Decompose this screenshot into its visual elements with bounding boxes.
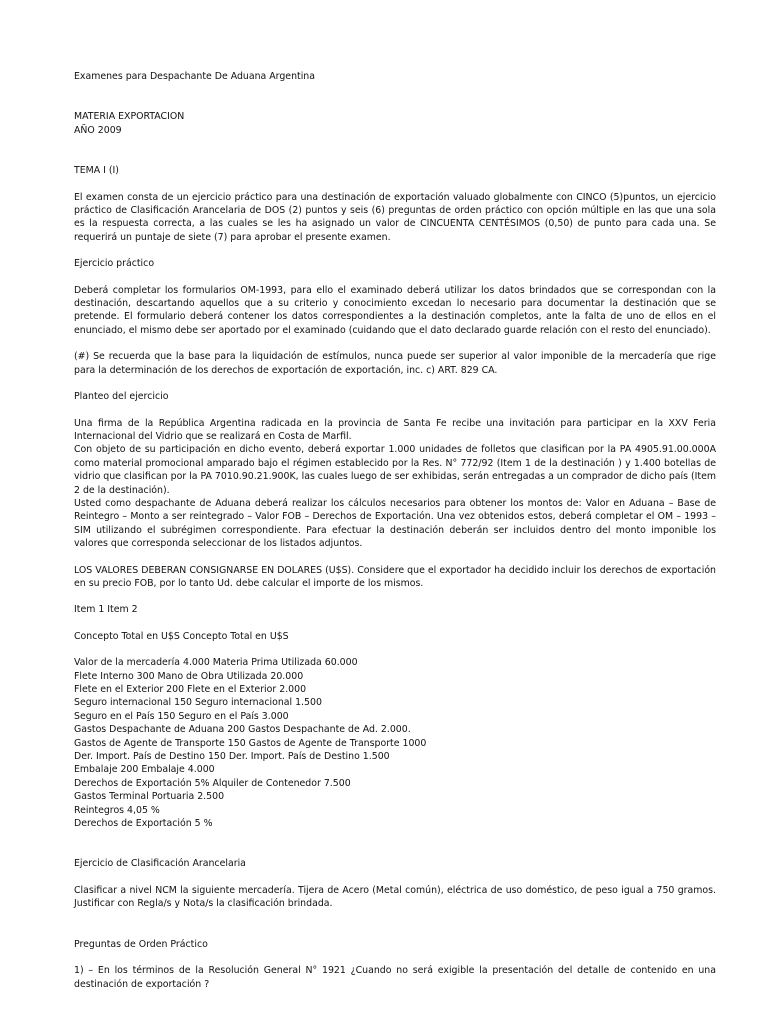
list-item: Derechos de Exportación 5 % — [74, 818, 213, 830]
practical-exercise-paragraph: Deberá completar los formularios OM-1993, para ello el examinado deberá utilizar los datos brindados que se correspondan con la destinación, descartando aquellos que a su criterio y conocimiento excedan lo necesario para documentar la destinación que se pretende. El formulario deberá contener los datos correspondientes a la destinación completos, ante la falta de uno de ellos en el enunciado, el mismo debe ser aportado por el examinado (cuidando que el dato declarado guarde relación con el resto del enunciado). — [74, 284, 716, 336]
list-item: Gastos Despachante de Aduana 200 Gastos Despachante de Ad. 2.000. — [74, 724, 411, 736]
practical-exercise-heading: Ejercicio práctico — [74, 258, 155, 270]
list-item: Flete Interno 300 Mano de Obra Utilizada 20.000 — [74, 670, 304, 682]
subject-line: MATERIA EXPORTACION — [74, 111, 185, 123]
items-header: Item 1 Item 2 — [74, 604, 138, 616]
list-item: Gastos de Agente de Transporte 150 Gastos de Agente de Transporte 1000 — [74, 737, 427, 749]
document-title: Examenes para Despachante De Aduana Argentina — [74, 71, 315, 82]
concept-list — [74, 656, 716, 830]
list-item: Der. Import. País de Destino 150 Der. Import. País de Destino 1.500 — [74, 751, 390, 763]
list-item: Derechos de Exportación 5% Alquiler de Contenedor 7.500 — [74, 777, 351, 789]
list-item: Embalaje 200 Embalaje 4.000 — [74, 764, 215, 776]
statement-paragraph-3: Usted como despachante de Aduana deberá realizar los cálculos necesarios para obtener los montos de: Valor en Aduana – Base de Reintegro – Monto a ser reintegrado – Valor FOB – Derechos de Exportación. Una vez obtenidos estos, deberá completar el OM – 1993 – SIM utilizando el subrégimen correspondiente. Para efectuar la destinación deberán ser incluidos dentro del monto imponible los valores que corresponda seleccionar de los listados adjuntos. — [74, 497, 716, 550]
list-item: Reintegros 4,05 % — [74, 804, 160, 816]
year-line: AÑO 2009 — [74, 124, 122, 136]
intro-paragraph: El examen consta de un ejercicio práctico para una destinación de exportación valuado globalmente con CINCO (5)puntos, un ejercicio práctico de Clasificación Arancelaria de DOS (2) puntos y seis (6) preguntas de orden práctico con opción múltiple en las que una sola es la respuesta correcta, a las cuales se les ha asignado un valor de CINCUENTA CENTÉSIMOS (0,50) de punto para cada una. Se requerirá un puntaje de siete (7) para aprobar el presente examen. — [74, 191, 716, 243]
list-item: Seguro en el País 150 Seguro en el País 3.000 — [74, 710, 289, 722]
questions-heading: Preguntas de Orden Práctico — [74, 938, 208, 950]
values-paragraph: LOS VALORES DEBERAN CONSIGNARSE EN DOLARES (U$S). Considere que el exportador ha decidido incluir los derechos de exportación en su precio FOB, por lo tanto Ud. debe calcular el importe de los mismos. — [74, 564, 716, 589]
classification-paragraph: Clasificar a nivel NCM la siguiente mercadería. Tijera de Acero (Metal común), eléctrica de uso doméstico, de peso igual a 750 gramos. Justificar con Regla/s y Nota/s la clasificación brindada. — [74, 884, 716, 910]
exercise-statement-heading: Planteo del ejercicio — [74, 391, 169, 403]
concept-header: Concepto Total en U$S Concepto Total en U$S — [74, 630, 289, 642]
note-paragraph: (#) Se recuerda que la base para la liquidación de estímulos, nunca puede ser superior al valor imponible de la mercadería que rige para la determinación de los derechos de exportación de exportación, inc. c) ART. 829 CA. — [74, 351, 716, 376]
list-item: Valor de la mercadería 4.000 Materia Prima Utilizada 60.000 — [74, 657, 358, 669]
classification-heading: Ejercicio de Clasificación Arancelaria — [74, 858, 246, 870]
topic-line: TEMA I (I) — [74, 165, 119, 177]
statement-paragraph-2: Con objeto de su participación en dicho evento, deberá exportar 1.000 unidades de folletos que clasifican por la PA 4905.91.00.000A como material promocional amparado bajo el régimen establecido por la Res. N° 772/92 (Item 1 de la destinación ) y 1.400 botellas de vidrio que clasifican por la PA 7010.90.21.900K, las cuales luego de ser exhibidas, serán entregadas a un comprador de dicho país (Item 2 de la destinación). — [74, 444, 716, 496]
question-1: 1) – En los términos de la Resolución General N° 1921 ¿Cuando no será exigible la presentación del detalle de contenido en una destinación de exportación ? — [74, 965, 716, 990]
list-item: Flete en el Exterior 200 Flete en el Exterior 2.000 — [74, 684, 307, 695]
list-item: Seguro internacional 150 Seguro internacional 1.500 — [74, 697, 322, 709]
list-item: Gastos Terminal Portuaria 2.500 — [74, 791, 225, 803]
statement-paragraph-1: Una firma de la República Argentina radicada en la provincia de Santa Fe recibe una invitación para participar en la XXV Feria Internacional del Vidrio que se realizará en Costa de Marfil. — [74, 417, 716, 442]
